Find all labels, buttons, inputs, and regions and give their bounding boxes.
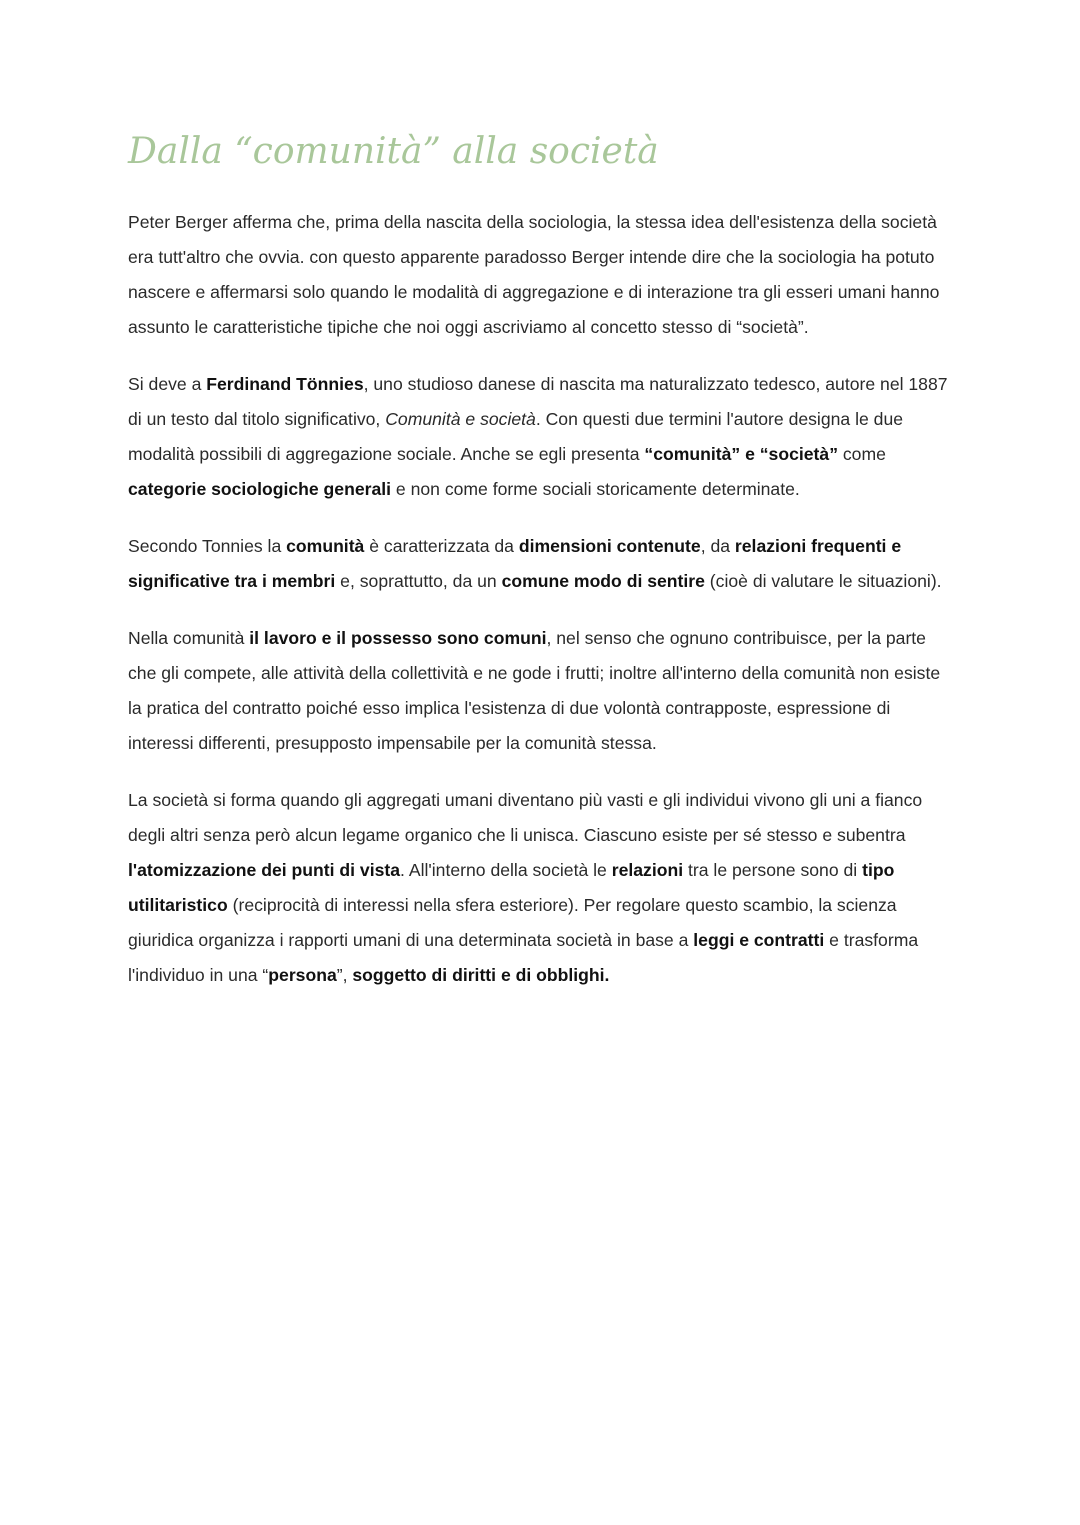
text-run: (reciprocità di interessi nella sfera esteriore). Per regolare questo scambio, la scienza giuridica organizza i rapporti umani di una determinata società in base a <box>128 895 897 950</box>
text-run: Peter Berger afferma che, prima della nascita della sociologia, la stessa idea dell'esistenza della società era tutt'altro che ovvia. con questo apparente paradosso Berger intende dire che la sociologia ha potuto nascere e affermarsi solo quando le modalità di aggregazione e di interazione tra gli esseri umani hanno assunto le caratteristiche tipiche che noi oggi ascriviamo al concetto stesso di “società”. <box>128 212 940 337</box>
text-run: e non come forme sociali storicamente determinate. <box>391 479 800 499</box>
bold-term: persona <box>268 965 337 985</box>
text-run: , uno studioso danese di nascita ma naturalizzato tedesco, autore nel 1887 di un testo dal titolo significativo, <box>128 374 948 429</box>
text-run: , da <box>700 536 735 556</box>
text-run: . All'interno della società le <box>400 860 612 880</box>
text-run: , nel senso che ognuno contribuisce, per la parte che gli compete, alle attività della collettività e ne gode i frutti; inoltre all'interno della comunità non esiste la pratica del contratto poiché esso implica l'esistenza di due volontà contrapposte, espressione di interessi differenti, presupposto impensabile per la comunità stessa. <box>128 628 941 753</box>
text-run: ”, <box>336 965 353 985</box>
text-run: è caratterizzata da <box>364 536 519 556</box>
text-run: Nella comunità <box>128 628 250 648</box>
document-title: Dalla “comunità” alla società <box>128 131 659 172</box>
paragraph <box>128 783 953 993</box>
paragraph <box>128 621 953 761</box>
text-run: Secondo Tonnies la <box>128 536 287 556</box>
bold-term: Ferdinand Tönnies <box>206 374 364 394</box>
bold-term: categorie sociologiche generali <box>128 479 392 499</box>
bold-term: leggi e contratti <box>693 930 825 950</box>
text-run: tra le persone sono di <box>683 860 863 880</box>
bold-term: l'atomizzazione dei punti di vista <box>128 860 401 880</box>
text-run: come <box>838 444 886 464</box>
italic-title: Comunità e società <box>385 409 536 429</box>
bold-term: comunità <box>286 536 365 556</box>
text-run: (cioè di valutare le situazioni). <box>704 571 942 591</box>
text-run: Si deve a <box>128 374 207 394</box>
bold-term: relazioni <box>611 860 684 880</box>
text-run: . Con questi due termini l'autore designa le due modalità possibili di aggregazione sociale. Anche se egli presenta <box>128 409 904 464</box>
text-run: La società si forma quando gli aggregati umani diventano più vasti e gli individui vivono gli uni a fianco degli altri senza però alcun legame organico che li unisca. Ciascuno esiste per sé stesso e subentra <box>128 790 923 845</box>
paragraph <box>128 529 953 599</box>
bold-term: soggetto di diritti e di obblighi. <box>352 965 610 985</box>
bold-term: il lavoro e il possesso sono comuni <box>249 628 547 648</box>
text-run: e, soprattutto, da un <box>335 571 502 591</box>
document-body <box>128 205 953 1015</box>
bold-term: “comunità” e “società” <box>644 444 838 464</box>
paragraph <box>128 367 953 507</box>
bold-term: tipo utilitaristico <box>128 860 895 915</box>
bold-term: dimensioni contenute <box>518 536 701 556</box>
bold-term: relazioni frequenti e significative tra i membri <box>128 536 902 591</box>
text-run: e trasforma l'individuo in una “ <box>128 930 919 985</box>
paragraph <box>128 205 953 345</box>
bold-term: comune modo di sentire <box>501 571 705 591</box>
